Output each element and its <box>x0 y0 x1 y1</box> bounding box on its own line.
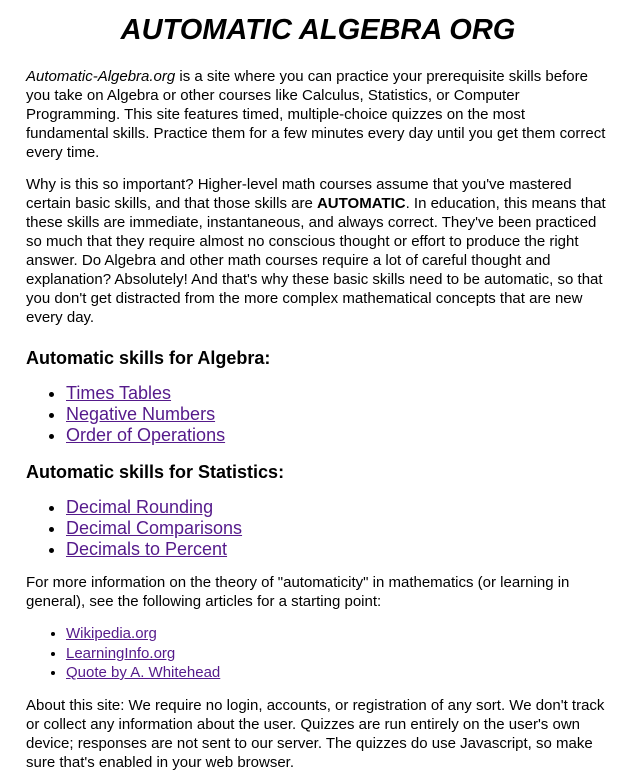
list-item <box>66 624 610 644</box>
algebra-heading: Automatic skills for Algebra: <box>26 348 271 368</box>
decimal-rounding-link[interactable]: Decimal Rounding <box>66 497 214 517</box>
times-tables-link[interactable]: Times Tables <box>66 383 172 403</box>
order-of-operations-link[interactable]: Order of Operations <box>66 425 226 445</box>
decimals-to-percent-link[interactable]: Decimals to Percent <box>66 539 228 559</box>
list-item <box>66 404 610 425</box>
decimal-comparisons-link[interactable]: Decimal Comparisons <box>66 518 243 538</box>
list-item <box>66 383 610 404</box>
intro-text: is a site where you can practice your prerequisite skills before you take on Algebra or other courses like Calculus, Statistics, or Computer Programming. This site features timed, multiple-choice quizzes on the most fundamental skills. Practice them for a few minutes every day until you get them correct every time. <box>26 68 606 161</box>
negative-numbers-link[interactable]: Negative Numbers <box>66 404 216 424</box>
why-paragraph <box>26 175 610 327</box>
more-info-paragraph: For more information on the theory of "automaticity" in mathematics (or learning in general), see the following articles for a starting point: <box>26 574 570 610</box>
statistics-heading: Automatic skills for Statistics: <box>26 462 285 482</box>
page-title: AUTOMATIC ALGEBRA ORG <box>120 14 516 46</box>
list-item <box>66 644 610 664</box>
learninginfo-link[interactable]: LearningInfo.org <box>66 644 176 662</box>
why-text-before: Why is this so important? Higher-level math courses assume that you've mastered certain basic skills, and that those skills are <box>26 176 572 212</box>
list-item <box>66 539 610 560</box>
list-item <box>66 497 610 518</box>
article-links <box>26 624 610 683</box>
why-text-after: . In education, this means that these skills are immediate, instantaneous, and always correct. They've been practiced so much that they require almost no conscious thought or effort to produce the right answer. Do Algebra and other math courses require a lot of careful thought and explanation? Absolutely! And that's why these basic skills need to be automatic, so that you don't get distracted from the more complex mathematical concepts that are new every day. <box>26 195 606 326</box>
page-content <box>0 13 636 772</box>
list-item <box>66 425 610 446</box>
list-item <box>66 518 610 539</box>
intro-paragraph <box>26 67 610 162</box>
algebra-links <box>26 383 610 446</box>
site-name: Automatic-Algebra.org <box>26 68 176 85</box>
wikipedia-link[interactable]: Wikipedia.org <box>66 625 157 642</box>
about-paragraph: About this site: We require no login, accounts, or registration of any sort. We don't track or collect any information about the user. Quizzes are run entirely on the user's own device; responses are not sent to our server. The quizzes do use Javascript, so make sure that's enabled in your web browser. <box>26 696 605 771</box>
statistics-links <box>26 497 610 560</box>
list-item <box>66 663 610 683</box>
whitehead-quote-link[interactable]: Quote by A. Whitehead <box>66 664 221 681</box>
automatic-emphasis: AUTOMATIC <box>316 195 406 212</box>
